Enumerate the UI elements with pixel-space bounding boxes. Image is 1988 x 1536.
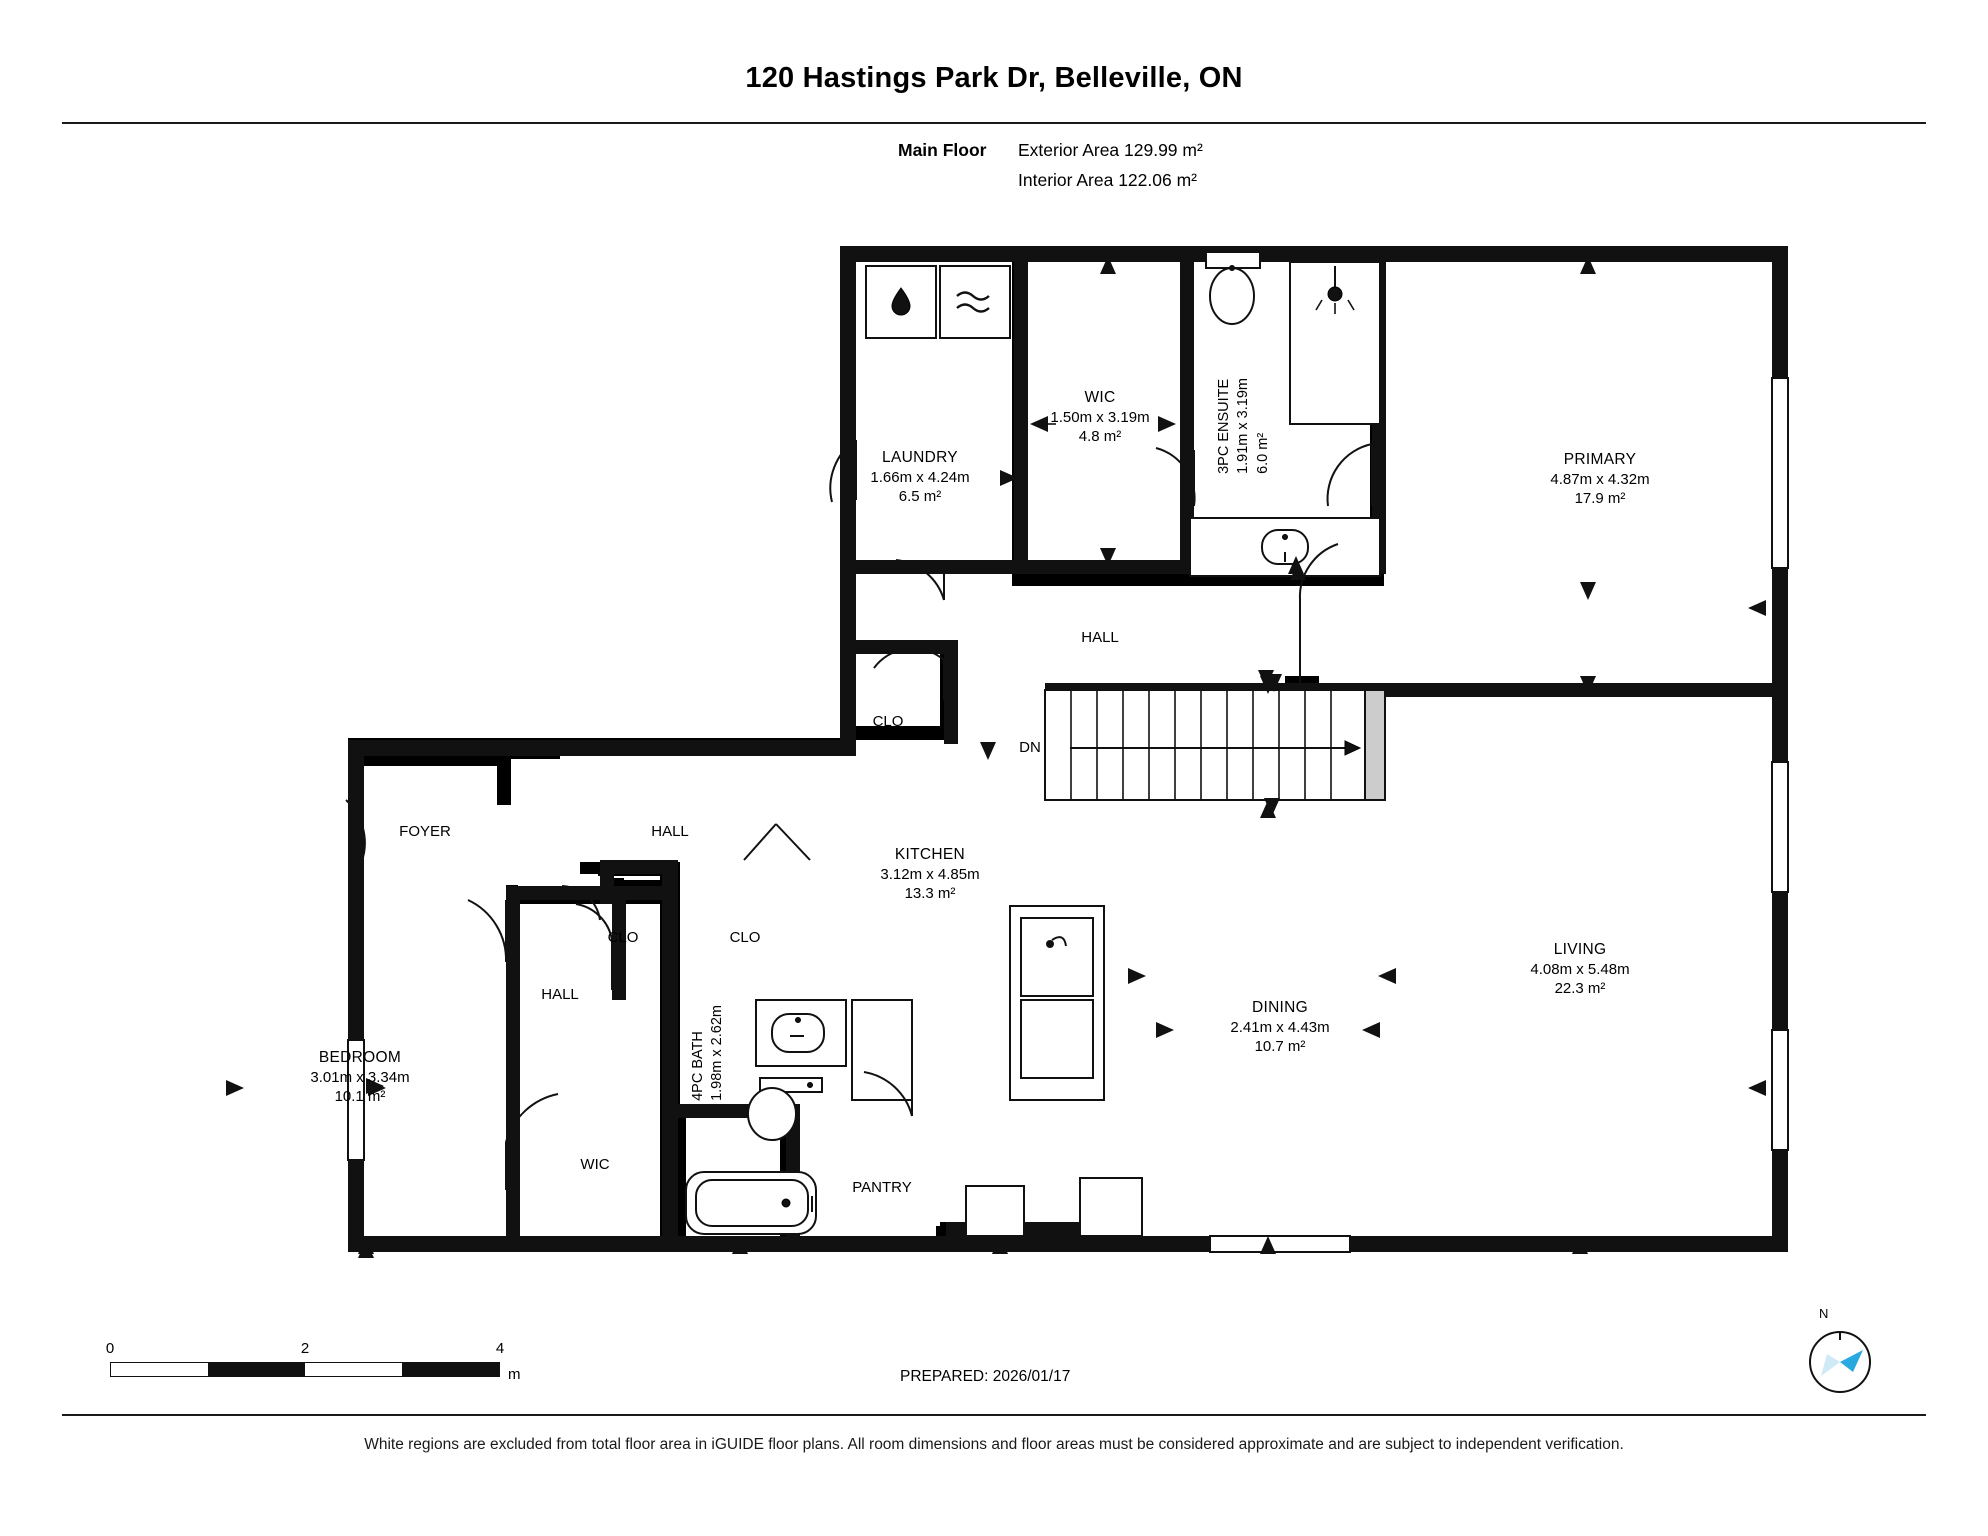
label-foyer [365, 822, 485, 841]
room-label-bath [690, 1005, 727, 1101]
room-name: PRIMARY [1563, 451, 1637, 468]
room-name: DINING [1251, 999, 1309, 1016]
room-area: 6.0 m² [1254, 432, 1271, 474]
hall-text: HALL [1081, 629, 1119, 646]
staircase [1045, 690, 1385, 800]
footer-divider [62, 1414, 1926, 1416]
bathtub [686, 1172, 816, 1234]
compass [1795, 1306, 1885, 1400]
shower-ensuite [1290, 262, 1380, 424]
room-dimension: 3.01m x 3.34m [310, 1068, 410, 1086]
exterior-area: Exterior Area 129.99 m² [1018, 140, 1203, 160]
pantry-shelf [852, 1000, 912, 1100]
room-area: 22.3 m² [1554, 980, 1606, 998]
label-pantry [822, 1178, 942, 1197]
room-label-ensuite [1216, 378, 1272, 474]
compass-rose-icon [1795, 1310, 1885, 1400]
room-dimension: 4.87m x 4.32m [1550, 470, 1650, 488]
hall-text: HALL [541, 986, 579, 1003]
scale-bar [105, 1340, 521, 1390]
toilet-bath [748, 1078, 822, 1140]
room-area: 4.8 m² [1078, 428, 1122, 446]
room-name: BEDROOM [318, 1049, 402, 1066]
room-dimension: 1.98m x 2.62m [709, 1005, 726, 1101]
clo-text: CLO [872, 713, 904, 730]
clo-text: CLO [607, 929, 639, 946]
wall-outline-group [348, 560, 856, 1250]
room-dimension: 3.12m x 4.85m [880, 865, 980, 883]
label-clo-3 [700, 928, 790, 947]
sink-ensuite [1190, 518, 1380, 576]
room-area: 17.9 m² [1574, 490, 1626, 508]
sink-bath [756, 1000, 846, 1066]
label-hall-upper [1040, 628, 1160, 647]
room-name: LAUNDRY [882, 449, 958, 466]
pantry-text: PANTRY [852, 1179, 912, 1196]
room-area: 10.7 m² [1254, 1038, 1306, 1056]
prepared-date: PREPARED: 2026/01/17 [900, 1368, 1071, 1385]
label-hall-mid [610, 822, 730, 841]
kitchen-island [1010, 906, 1104, 1100]
compass-north-label: N [1819, 1306, 1829, 1321]
scale-ticks [105, 1340, 510, 1360]
scale-bar-graphic [110, 1362, 500, 1377]
hall-text: HALL [651, 823, 689, 840]
label-hall-lower [500, 985, 620, 1004]
room-dimension: 2.41m x 4.43m [1230, 1018, 1330, 1036]
room-name: 4PC BATH [690, 1031, 706, 1101]
room-area: 13.3 m² [904, 885, 956, 903]
room-name: LIVING [1553, 941, 1607, 958]
room-name: 3PC ENSUITE [1216, 378, 1232, 474]
room-name: KITCHEN [894, 846, 966, 863]
scale-tick: 4 [495, 1340, 505, 1357]
room-dimension: 4.08m x 5.48m [1530, 960, 1630, 978]
clo-text: CLO [729, 929, 761, 946]
room-label-wic-upper [1015, 388, 1185, 446]
room-dimension: 1.50m x 3.19m [1050, 408, 1150, 426]
label-clo-1 [828, 712, 948, 731]
disclaimer: White regions are excluded from total floor area in iGUIDE floor plans. All room dimensions and floor areas must be considered approximate and are subject to independent verification. [364, 1436, 1624, 1453]
page-title: 120 Hastings Park Dr, Belleville, ON [745, 62, 1243, 94]
room-label-kitchen [830, 845, 1030, 903]
room-label-bedroom [260, 1048, 460, 1106]
room-label-living [1480, 940, 1680, 998]
label-stairs-dn [1000, 738, 1060, 757]
room-dimension: 1.91m x 3.19m [1235, 378, 1252, 474]
window-group [348, 378, 1788, 1252]
room-label-dining [1180, 998, 1380, 1056]
room-label-primary [1500, 450, 1700, 508]
floor-label: Main Floor [898, 140, 987, 160]
foyer-text: FOYER [399, 823, 451, 840]
toilet-ensuite [1206, 252, 1260, 324]
wic-text: WIC [580, 1156, 610, 1173]
scale-unit: m [508, 1366, 521, 1383]
dn-text: DN [1019, 739, 1041, 756]
label-wic-lower [545, 1155, 645, 1174]
scale-tick: 0 [105, 1340, 115, 1357]
laundry-appliances [866, 266, 1010, 338]
room-label-laundry [835, 448, 1005, 506]
room-dimension: 1.66m x 4.24m [870, 468, 970, 486]
room-area: 10.1 m² [334, 1088, 386, 1106]
label-clo-2 [578, 928, 668, 947]
interior-area: Interior Area 122.06 m² [1018, 170, 1197, 190]
room-area: 6.5 m² [898, 488, 942, 506]
room-name: WIC [1084, 389, 1116, 406]
scale-tick: 2 [300, 1340, 310, 1357]
